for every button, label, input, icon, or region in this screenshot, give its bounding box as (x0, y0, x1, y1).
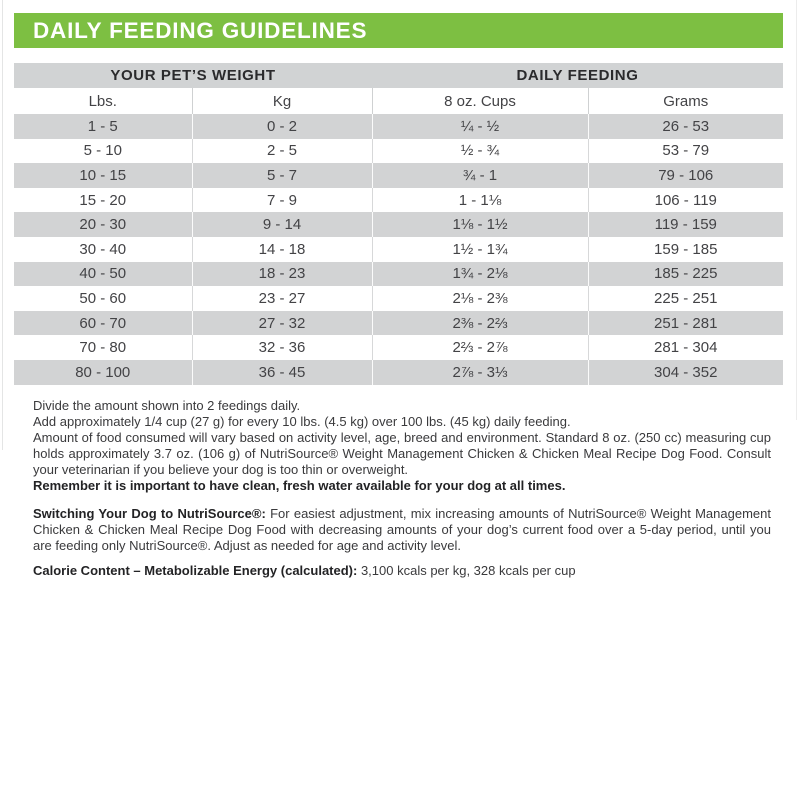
column-header-grams: Grams (588, 88, 783, 114)
table-cell-kg: 2 - 5 (192, 139, 372, 164)
table-cell-cups: ¾ - 1 (372, 163, 588, 188)
table-cell-kg: 14 - 18 (192, 237, 372, 262)
switching-body: For easiest adjustment, mix increasing amounts of NutriSource® Weight Management Chicken & Chicken Meal Recipe Dog Food with decreasing amounts of your dog’s current food over a 5-day period, until you are feeding only NutriSource®. Adjust as needed for age and activity level. (33, 506, 771, 553)
column-header-kg: Kg (192, 88, 372, 114)
table-row (14, 114, 783, 139)
table-cell-cups: 1 - 1⅛ (372, 188, 588, 213)
table-cell-kg: 23 - 27 (192, 286, 372, 311)
table-cell-grams: 53 - 79 (662, 142, 710, 160)
table-cell-grams: 26 - 53 (662, 117, 710, 135)
table-cell-lbs: 10 - 15 (14, 163, 192, 188)
table-cell-lbs: 60 - 70 (14, 311, 192, 336)
table-row (14, 139, 783, 164)
table-cell-lbs: 30 - 40 (14, 237, 192, 262)
table-cell-kg: 18 - 23 (192, 262, 372, 287)
table-cell-kg: 36 - 45 (192, 360, 372, 385)
table-cell-grams: 251 - 281 (654, 314, 718, 332)
table-cell-cups: 1⅛ - 1½ (372, 212, 588, 237)
table-row (14, 163, 783, 188)
column-header-lbs: Lbs. (14, 88, 192, 114)
table-cell-grams: 225 - 251 (654, 289, 718, 307)
note-add-quarter-cup: Add approximately 1/4 cup (27 g) for every 10 lbs. (4.5 kg) over 100 lbs. (45 kg) daily feeding. (33, 413, 571, 429)
page-edge-left (2, 0, 3, 450)
table-cell-grams: 185 - 225 (654, 265, 718, 283)
column-header-cups: 8 oz. Cups (372, 88, 588, 114)
table-cell-kg: 0 - 2 (192, 114, 372, 139)
table-cell-cups: ¼ - ½ (372, 114, 588, 139)
page-edge-right (796, 0, 797, 420)
note-divide-feedings: Divide the amount shown into 2 feedings daily. (33, 398, 301, 413)
table-group-header-row (14, 63, 783, 88)
table-cell-cups: 2⅞ - 3⅓ (372, 360, 588, 385)
table-cell-lbs: 1 - 5 (14, 114, 192, 139)
table-row (14, 286, 783, 311)
table-row (14, 262, 783, 287)
table-row (14, 188, 783, 213)
table-cell-kg: 5 - 7 (192, 163, 372, 188)
table-cell-lbs: 50 - 60 (14, 286, 192, 311)
table-cell-grams: 304 - 352 (654, 363, 718, 381)
calorie-body: 3,100 kcals per kg, 328 kcals per cup (357, 563, 576, 578)
table-cell-lbs: 20 - 30 (14, 212, 192, 237)
table-cell-cups: 2⅛ - 2⅜ (372, 286, 588, 311)
table-cell-cups: 1¾ - 2⅛ (372, 262, 588, 287)
group-header-pet-weight: YOUR PET’S WEIGHT (14, 63, 372, 88)
table-cell-cups: 2⅜ - 2⅔ (372, 311, 588, 336)
table-row (14, 360, 783, 385)
table-column-header-row (14, 88, 783, 114)
table-cell-lbs: 40 - 50 (14, 262, 192, 287)
table-row (14, 311, 783, 336)
table-cell-grams: 79 - 106 (658, 166, 714, 184)
table-cell-kg: 27 - 32 (192, 311, 372, 336)
table-row (14, 237, 783, 262)
table-cell-lbs: 5 - 10 (14, 139, 192, 164)
calorie-lead: Calorie Content – Metabolizable Energy (calculated): (33, 563, 358, 578)
table-cell-grams: 106 - 119 (654, 191, 717, 209)
page-title: DAILY FEEDING GUIDELINES (33, 18, 368, 43)
feeding-notes (33, 398, 771, 493)
section-title-bar (14, 13, 783, 48)
calorie-content-line (33, 563, 771, 579)
note-amount-varies: Amount of food consumed will vary based on activity level, age, breed and environment. Standard 8 oz. (250 cc) measuring cup holds approximately 3.7 oz. (106 g) of NutriSource® Weight Management Chicken & Chicken Meal Recipe Dog Food. Consult your veterinarian if you believe your dog is too thin or overweight. (33, 429, 771, 477)
table-cell-cups: 1½ - 1¾ (372, 237, 588, 262)
table-row (14, 335, 783, 360)
table-cell-kg: 7 - 9 (192, 188, 372, 213)
table-cell-grams: 119 - 159 (654, 216, 717, 234)
table-cell-kg: 9 - 14 (192, 212, 372, 237)
table-cell-cups: 2⅔ - 2⅞ (372, 335, 588, 360)
note-fresh-water: Remember it is important to have clean, fresh water available for your dog at all times. (33, 477, 566, 493)
feeding-table-body (14, 114, 783, 385)
table-cell-cups: ½ - ¾ (372, 139, 588, 164)
feeding-guidelines-table (14, 63, 783, 385)
table-cell-grams: 281 - 304 (654, 339, 718, 357)
switching-paragraph (33, 506, 771, 554)
table-cell-lbs: 70 - 80 (14, 335, 192, 360)
group-header-daily-feeding: DAILY FEEDING (372, 63, 783, 88)
switching-lead: Switching Your Dog to NutriSource®: (33, 506, 266, 521)
table-cell-kg: 32 - 36 (192, 335, 372, 360)
table-cell-lbs: 15 - 20 (14, 188, 192, 213)
table-row (14, 212, 783, 237)
table-cell-grams: 159 - 185 (654, 240, 718, 258)
table-cell-lbs: 80 - 100 (14, 360, 192, 385)
